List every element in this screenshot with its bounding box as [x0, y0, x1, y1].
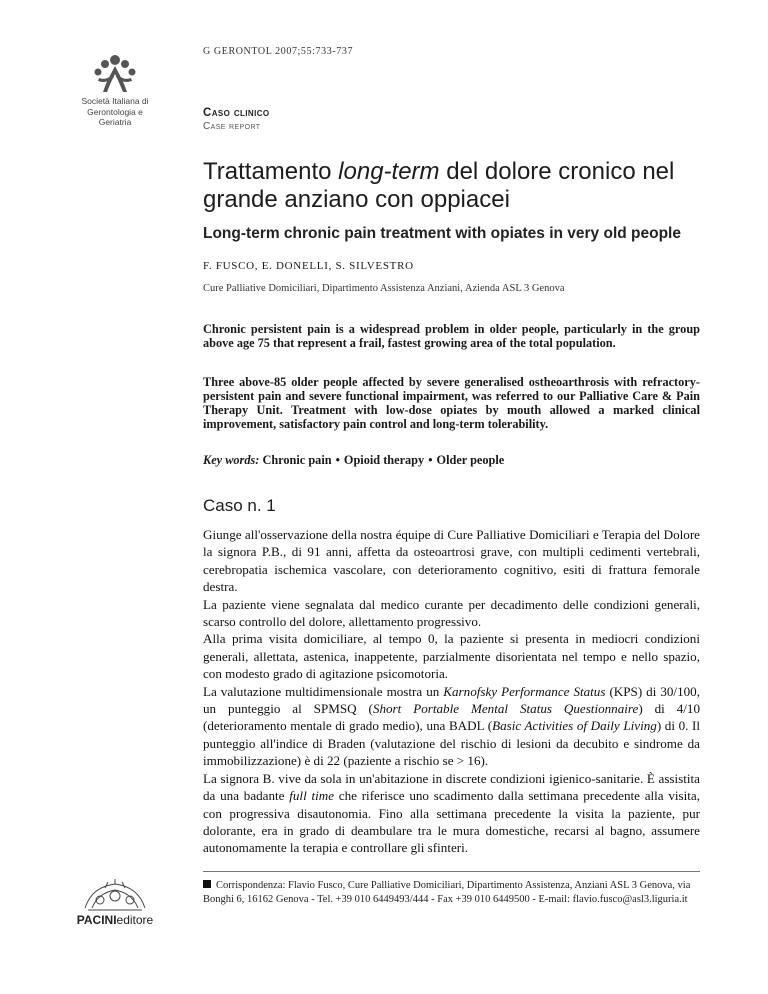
body-text [203, 526, 700, 857]
society-name [60, 96, 170, 128]
society-line: Società Italiana di [81, 96, 149, 106]
article-title: Trattamento long-term del dolore cronico nel grande anziano con oppiacei [203, 158, 675, 213]
keyword: Chronic pain [262, 453, 332, 467]
section-heading: Caso n. 1 [203, 496, 276, 515]
body-paragraph: Alla prima visita domiciliare, al tempo 0, la paziente si presenta in mediocri condizioni generali, allettata, astenica, inappetente, parzialmente disorientata nel tempo e nello spazio, con modesto grado di agitazione psicomotoria. [203, 631, 700, 682]
publisher-logo-icon [80, 878, 150, 912]
keyword: Older people [436, 453, 505, 467]
affiliation: Cure Palliative Domiciliari, Dipartimento Assistenza Anziani, Azienda ASL 3 Genova [203, 283, 565, 294]
journal-reference: G GERONTOL 2007;55:733-737 [203, 46, 354, 57]
publisher-name: PACINIeditore [76, 913, 154, 927]
body-paragraph: La paziente viene segnalata dal medico curante per decadimento delle condizioni generali, scarso controllo del dolore, allettamento progressivo. [203, 596, 700, 630]
keyword: Opioid therapy [343, 453, 425, 467]
title-italic: long-term [338, 158, 440, 185]
correspondence: Corrispondenza: Flavio Fusco, Cure Palliative Domiciliari, Dipartimento Assistenza, Anziani ASL 3 Genova, via Bonghi 6, 16162 Genova - Tel. +39 010 6449493/444 - Fax +39 010 6449500 - E-mail: flavio.fusco@asl3.liguria.it [203, 880, 691, 905]
body-paragraph: Giunge all'osservazione della nostra équipe di Cure Palliative Domiciliari e Terapia del Dolore la signora P.B., di 91 anni, affetta da osteoartrosi grave, con multipli cedimenti vertebrali, cerebropatia ischemica vascolare, con deterioramento cognitivo, esiti di frattura femorale destra. [203, 527, 700, 595]
abstract-paragraph: Chronic persistent pain is a widespread problem in older people, particularly in the group above age 75 that represent a frail, fastest growing area of the total population. [203, 322, 700, 350]
keyword-separator: • [335, 453, 340, 467]
section-label: Caso clinico [203, 107, 270, 119]
section-label-en: Case report [203, 121, 261, 132]
keywords-label: Key words: [203, 453, 260, 467]
society-line: Gerontologia e [87, 106, 143, 117]
society-logo [85, 52, 145, 96]
keyword-separator: • [428, 453, 433, 467]
article-subtitle: Long-term chronic pain treatment with opiates in very old people [203, 225, 681, 242]
footnote-rule [203, 871, 700, 872]
authors: F. FUSCO, E. DONELLI, S. SILVESTRO [203, 260, 414, 272]
society-line: Geriatria [98, 117, 132, 127]
abstract-paragraph: Three above-85 older people affected by severe generalised ostheoarthrosis with refractory-persistent pain and severe functional impairment, was referred to our Palliative Care & Pain Therapy Unit. Treatment with low-dose opiates by mouth allowed a marked clinical improvement, satisfactory pain control and long-term tolerability. [203, 375, 700, 431]
body-paragraph: La signora B. vive da sola in un'abitazione in discrete condizioni igienico-sanitarie. È assistita da una badante full time che riferisce uno scadimento dalla settimana precedente alla visita, con progressiva disautonomia. Fino alla settimana precedente la visita la paziente, pur dolorante, era in grado di deambulare tra le mura domestiche, recarsi al bagno, assumere autonomamente la terapia e controllare gli sfinteri. [203, 770, 700, 856]
keywords [203, 453, 504, 468]
body-paragraph: La valutazione multidimensionale mostra un Karnofsky Performance Status (KPS) di 30/100, un punteggio al SPMSQ (Short Portable Mental Status Questionnaire) di 4/10 (deterioramento mentale di grado medio), una BADL (Basic Activities of Daily Living) di 0. Il punteggio all'indice di Braden (valutazione del rischio di lesioni da decubito e sindrome da immobilizzazione) è di 22 (paziente a rischio se > 16). [203, 683, 700, 769]
square-bullet-icon [203, 880, 211, 888]
